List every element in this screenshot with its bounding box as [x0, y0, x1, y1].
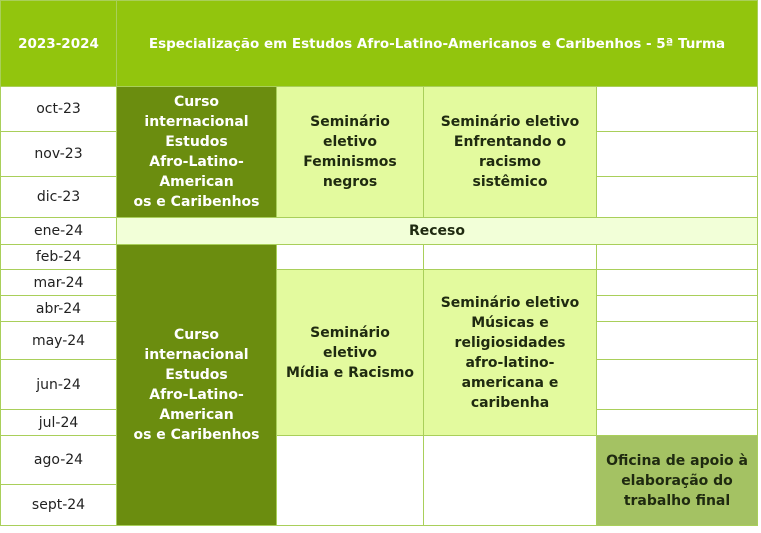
seminar-musicas-line: religiosidades — [454, 334, 566, 351]
empty-cell[interactable] — [597, 322, 758, 360]
header-title: Especialização em Estudos Afro-Latino-Americanos e Caribenhos - 5ª Turma — [117, 1, 758, 87]
seminar-feminismos-block — [277, 87, 424, 218]
table-row — [1, 245, 758, 270]
seminar-racismo-block — [424, 87, 597, 218]
empty-cell[interactable] — [277, 436, 424, 526]
workshop-line: trabalho final — [623, 492, 731, 509]
recess-row-label: Receso — [117, 218, 758, 245]
header-row — [1, 1, 758, 87]
empty-cell[interactable] — [277, 245, 424, 270]
empty-cell[interactable] — [597, 296, 758, 322]
workshop-line: Oficina de apoio à — [606, 452, 748, 469]
workshop-line: elaboração do — [621, 472, 733, 489]
empty-cell[interactable] — [597, 360, 758, 410]
course-block-2 — [117, 245, 277, 526]
seminar-midia-block — [277, 270, 424, 436]
seminar-musicas-line: afro-latino-americana e — [461, 354, 559, 391]
seminar-musicas-line: Músicas e — [471, 314, 549, 331]
month-label: jun-24 — [1, 360, 117, 410]
header-year-range: 2023-2024 — [1, 1, 117, 87]
seminar-midia-line: Seminário eletivo — [310, 324, 390, 361]
course-block-1-line: Curso internacional — [144, 94, 249, 130]
course-block-1-line: os e Caribenhos — [133, 194, 260, 210]
course-block-2-line: os e Caribenhos — [133, 427, 260, 443]
empty-cell[interactable] — [424, 245, 597, 270]
course-block-1-line: Afro-Latino-American — [149, 154, 244, 190]
course-block-1-line: Estudos — [165, 134, 228, 150]
empty-cell[interactable] — [597, 410, 758, 436]
course-block-1 — [117, 87, 277, 218]
month-label: jul-24 — [1, 410, 117, 436]
empty-cell[interactable] — [597, 245, 758, 270]
seminar-musicas-line: caribenha — [470, 394, 550, 411]
month-label: oct-23 — [1, 87, 117, 132]
course-block-2-line: Afro-Latino-American — [149, 387, 244, 423]
seminar-feminismos-line: Seminário eletivo — [310, 114, 390, 150]
month-label: abr-24 — [1, 296, 117, 322]
month-label: nov-23 — [1, 132, 117, 177]
seminar-musicas-line: Seminário eletivo — [440, 294, 580, 311]
seminar-racismo-line: Enfrentando o racismo — [453, 134, 567, 170]
course-block-2-line: Curso internacional — [144, 327, 249, 363]
seminar-musicas-block — [424, 270, 597, 436]
empty-cell[interactable] — [597, 87, 758, 132]
month-label: sept-24 — [1, 485, 117, 526]
seminar-feminismos-line: Feminismos negros — [303, 154, 397, 190]
table-row — [1, 270, 758, 296]
month-label: feb-24 — [1, 245, 117, 270]
seminar-racismo-line: Seminário eletivo — [440, 114, 580, 130]
empty-cell[interactable] — [597, 270, 758, 296]
month-label: ene-24 — [1, 218, 117, 245]
month-label: may-24 — [1, 322, 117, 360]
table-row — [1, 218, 758, 245]
table-row — [1, 87, 758, 132]
empty-cell[interactable] — [597, 177, 758, 218]
month-label: ago-24 — [1, 436, 117, 485]
workshop-block — [597, 436, 758, 526]
empty-cell[interactable] — [597, 132, 758, 177]
course-block-2-line: Estudos — [165, 367, 228, 383]
month-label: mar-24 — [1, 270, 117, 296]
month-label: dic-23 — [1, 177, 117, 218]
table-row — [1, 436, 758, 485]
seminar-racismo-line: sistêmico — [472, 174, 548, 190]
seminar-midia-line: Mídia e Racismo — [285, 364, 415, 381]
empty-cell[interactable] — [424, 436, 597, 526]
